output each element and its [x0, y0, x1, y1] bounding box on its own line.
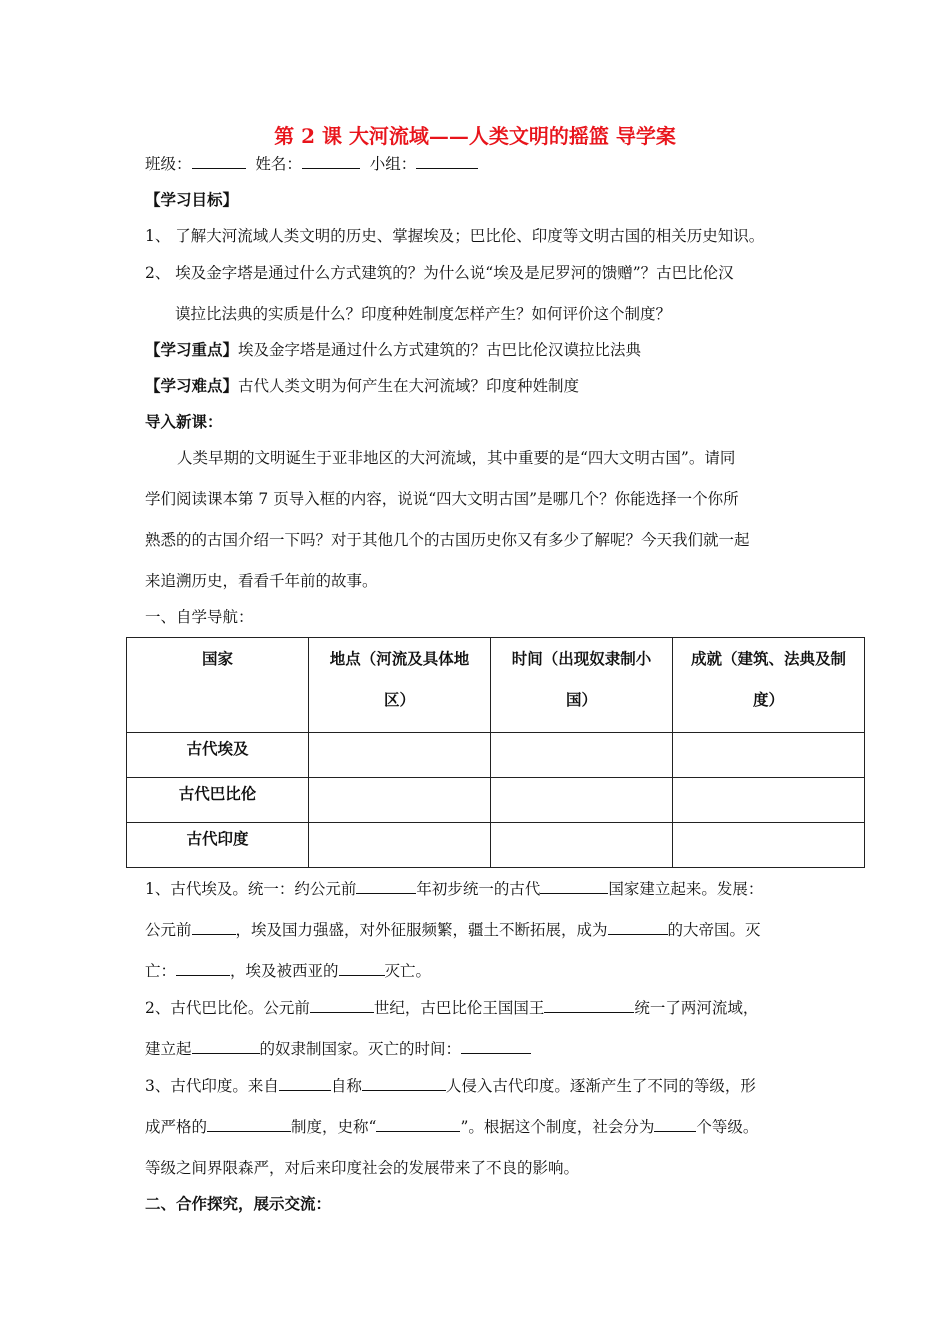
egypt-fill-line1: 1、古代埃及。统一：约公元前 年初步统一的古代 国家建立起来。发展：: [145, 880, 764, 898]
name-label: 姓名：: [255, 155, 302, 173]
egypt-fill-line3: 亡： ，埃及被西亚的 灭亡。: [145, 962, 432, 980]
blank[interactable]: [176, 961, 230, 976]
babylon-fill-line2: 建立起 的奴隶制国家。灭亡的时间：: [145, 1037, 531, 1059]
objective-2-line1: 2、 埃及金字塔是通过什么方式建筑的？为什么说“埃及是尼罗河的馈赠”？古巴比伦汉: [145, 264, 734, 282]
intro-line-2: 学们阅读课本第 7 页导入框的内容，说说“四大文明古国”是哪几个？你能选择一个你所: [145, 490, 739, 508]
objectives-heading: 【学习目标】: [145, 190, 239, 209]
blank[interactable]: [654, 1117, 696, 1132]
cell-egypt-location[interactable]: [309, 733, 491, 778]
blank[interactable]: [192, 920, 236, 935]
cell-egypt-achievements[interactable]: [673, 733, 865, 778]
egypt-fill-line2: 公元前 ，埃及国力强盛，对外征服频繁，疆土不断拓展，成为 的大帝国。灭: [145, 921, 761, 939]
cell-india-time[interactable]: [491, 823, 673, 868]
row-label-babylon: 古代巴比伦: [127, 778, 309, 823]
difficult-points-text: 古代人类文明为何产生在大河流域？印度种姓制度: [238, 377, 580, 395]
class-blank[interactable]: [192, 154, 246, 169]
blank[interactable]: [362, 1076, 446, 1091]
intro-line-4: 来追溯历史，看看千年前的故事。: [145, 572, 378, 590]
blank[interactable]: [376, 1117, 460, 1132]
blank[interactable]: [339, 961, 385, 976]
blank[interactable]: [310, 998, 374, 1013]
group-label: 小组：: [369, 155, 417, 173]
section2-heading: 二、合作探究，展示交流：: [145, 1194, 332, 1213]
cell-india-location[interactable]: [309, 823, 491, 868]
key-points-label: 【学习重点】: [145, 340, 239, 359]
table-header-row: [127, 638, 865, 733]
intro-heading: 导入新课：: [145, 412, 223, 431]
table-row: [127, 733, 865, 778]
babylon-fill-line1: 2、古代巴比伦。公元前 世纪，古巴比伦王国国王 统一了两河流域，: [145, 999, 759, 1017]
name-blank[interactable]: [302, 154, 360, 169]
self-study-table: [126, 637, 865, 868]
table-row: [127, 823, 865, 868]
blank[interactable]: [207, 1117, 291, 1132]
key-points: [145, 338, 641, 360]
blank[interactable]: [608, 920, 668, 935]
objective-1: 1、 了解大河流域人类文明的历史、掌握埃及；巴比伦、印度等文明古国的相关历史知识。: [145, 227, 765, 245]
intro-line-1: 人类早期的文明诞生于亚非地区的大河流域，其中重要的是“四大文明古国”。请同: [177, 449, 736, 467]
cell-babylon-time[interactable]: [491, 778, 673, 823]
blank[interactable]: [356, 879, 416, 894]
row-label-egypt: 古代埃及: [127, 733, 309, 778]
blank[interactable]: [279, 1076, 331, 1091]
header-location: 地点（河流及具体地 区）: [309, 638, 491, 733]
page-title: 第 2 课 大河流域——人类文明的摇篮 导学案: [274, 124, 676, 148]
blank[interactable]: [544, 998, 634, 1013]
row-label-india: 古代印度: [127, 823, 309, 868]
blank[interactable]: [540, 879, 608, 894]
objective-2-line2: 谟拉比法典的实质是什么？印度种姓制度怎样产生？如何评价这个制度？: [175, 305, 672, 323]
student-info: [145, 152, 478, 174]
cell-babylon-location[interactable]: [309, 778, 491, 823]
group-blank[interactable]: [416, 154, 478, 169]
difficult-points-label: 【学习难点】: [145, 376, 239, 395]
table-row: [127, 778, 865, 823]
india-fill-line1: 3、古代印度。来自 自称 人侵入古代印度。逐渐产生了不同的等级，形: [145, 1077, 756, 1095]
blank[interactable]: [461, 1039, 531, 1054]
india-fill-line2: 成严格的 制度，史称“ ”。根据这个制度，社会分为 个等级。: [145, 1118, 759, 1136]
header-country: 国家: [127, 638, 309, 733]
intro-line-3: 熟悉的的古国介绍一下吗？对于其他几个的古国历史你又有多少了解呢？今天我们就一起: [145, 531, 750, 549]
key-points-text: 埃及金字塔是通过什么方式建筑的？古巴比伦汉谟拉比法典: [238, 341, 642, 359]
class-label: 班级：: [145, 155, 192, 173]
cell-babylon-achievements[interactable]: [673, 778, 865, 823]
section1-heading: 一、自学导航：: [145, 608, 254, 626]
cell-india-achievements[interactable]: [673, 823, 865, 868]
cell-egypt-time[interactable]: [491, 733, 673, 778]
blank[interactable]: [192, 1039, 260, 1054]
difficult-points: [145, 374, 579, 396]
header-achievements: 成就（建筑、法典及制 度）: [673, 638, 865, 733]
header-time: 时间（出现奴隶制小 国）: [491, 638, 673, 733]
india-fill-line3: 等级之间界限森严，对后来印度社会的发展带来了不良的影响。: [145, 1159, 580, 1177]
